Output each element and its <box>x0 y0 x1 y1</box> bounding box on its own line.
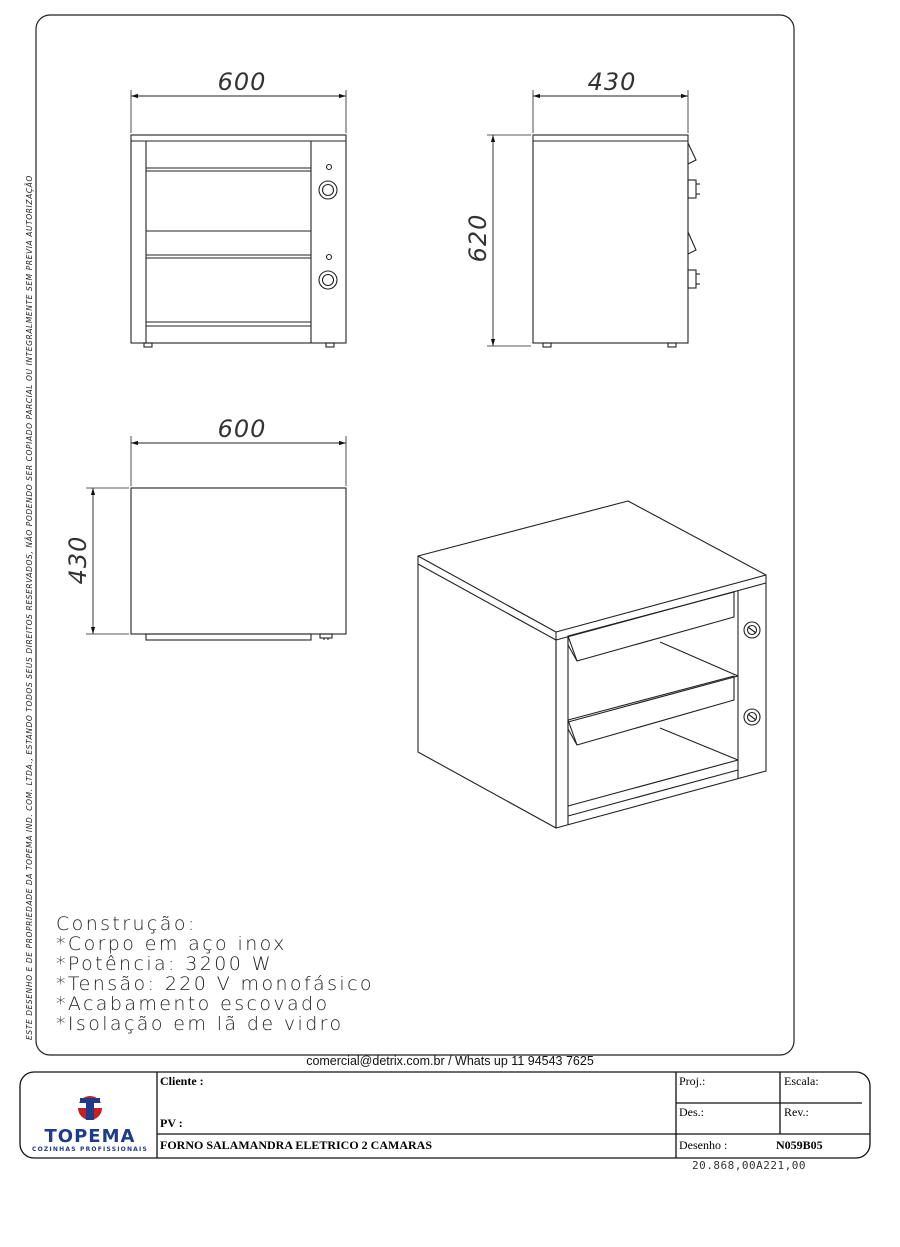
front-width-label: 600 <box>217 68 267 96</box>
front-view <box>131 90 346 347</box>
top-width-label: 600 <box>217 415 267 443</box>
side-height-label: 620 <box>464 213 492 263</box>
product-name: FORNO SALAMANDRA ELETRICO 2 CAMARAS <box>160 1138 433 1152</box>
side-depth-label: 430 <box>587 68 637 96</box>
desenho-value: N059B05 <box>776 1138 823 1152</box>
spec-item: *Tensão: 220 V monofásico <box>56 973 374 995</box>
desenho-label: Desenho : <box>679 1138 728 1152</box>
brand-name: TOPEMA <box>44 1126 136 1147</box>
topema-logo-emblem <box>78 1096 102 1120</box>
side-view <box>487 90 700 347</box>
spec-item: *Isolação em lã de vidro <box>56 1013 344 1035</box>
proj-label: Proj.: <box>679 1074 706 1088</box>
construction-specs <box>56 914 476 1034</box>
spec-item: *Potência: 3200 W <box>56 953 273 975</box>
des-label: Des.: <box>679 1105 704 1119</box>
pv-label: PV : <box>160 1116 183 1130</box>
cliente-label: Cliente : <box>160 1074 204 1088</box>
escala-label: Escala: <box>784 1074 819 1088</box>
spec-item: *Corpo em aço inox <box>56 933 287 955</box>
isometric-view <box>418 501 766 828</box>
specs-heading: Construção: <box>56 913 197 935</box>
brand-subtitle: COZINHAS PROFISSIONAIS <box>32 1146 148 1153</box>
spec-item: *Acabamento escovado <box>56 993 330 1015</box>
reference-code: 20.868,00A221,00 <box>692 1159 806 1172</box>
top-view <box>86 436 346 640</box>
contact-line: comercial@detrix.com.br / Whats up 11 94543 7625 <box>306 1054 594 1068</box>
rev-label: Rev.: <box>784 1105 809 1119</box>
copyright-note: ESTE DESENHO E DE PROPRIEDADE DA TOPEMA IND. COM. LTDA., ESTANDO TODOS SEUS DIREITOS RESERVADOS, NÃO PODENDO SER COPIADO PARCIAL OU INTEGRALMENTE SEM PREVIA AUTORIZAÇÃO <box>25 175 34 1040</box>
top-depth-label: 430 <box>64 535 92 585</box>
